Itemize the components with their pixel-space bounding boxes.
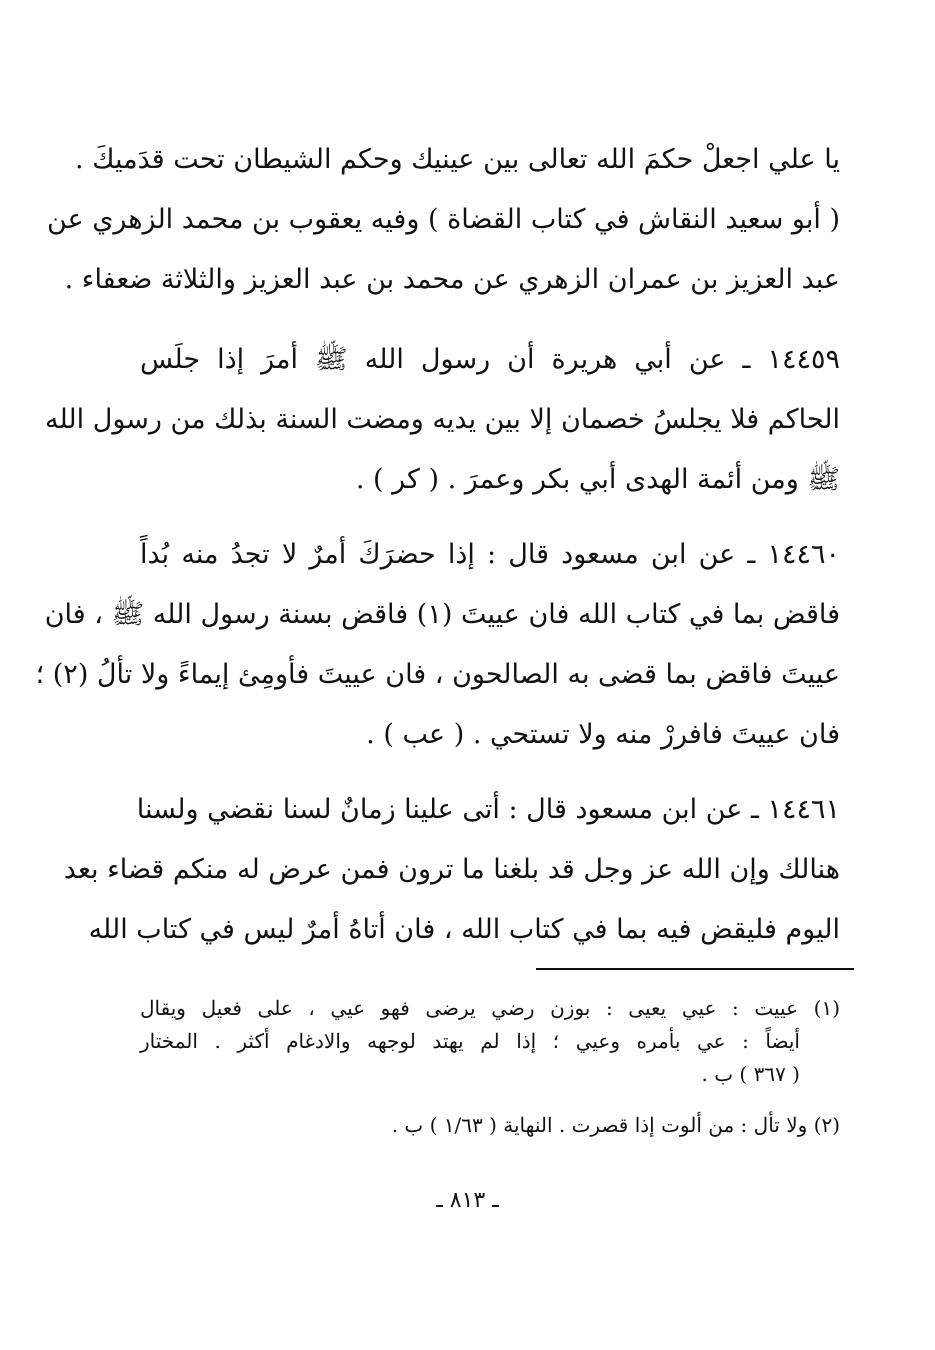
footnote-1-line: أيضاً : عي بأمره وعيي ؛ إذا لم يهتد لوجهه والادغام أكثر . المختار [140, 1029, 800, 1053]
text-line: ١٤٤٦٠ ـ عن ابن مسعود قال : إذا حضرَكَ أمرٌ لا تجدُ منه بُداً [140, 539, 840, 570]
text-line: يا علي اجعلْ حكمَ الله تعالى بين عينيك وحكم الشيطان تحت قدَميكَ . [75, 144, 840, 175]
text-line: عييتَ فاقض بما قضى به الصالحون ، فان عييتَ فأومِئ إيماءً ولا تألُ (٢) ؛ [35, 659, 840, 690]
footnote-divider [536, 968, 854, 970]
text-line: فاقض بما في كتاب الله فان عييتَ (١) فاقض بسنة رسول الله ﷺ ، فان [44, 599, 840, 630]
text-line: فان عييتَ فافررْ منه ولا تستحي . ( عب ) . [366, 719, 840, 750]
hadith-14459 [45, 330, 840, 510]
text-line: هنالك وإن الله عز وجل قد بلغنا ما ترون فمن عرض له منكم قضاء بعد [63, 854, 840, 885]
text-line: عبد العزيز بن عمران الزهري عن محمد بن عبد العزيز والثلاثة ضعفاء . [64, 264, 840, 295]
footnote-1-line: ( ٣٦٧ ) ب . [701, 1062, 800, 1086]
footnote-1-line: (١) عييت : عيي يعيى : بوزن رضي يرضى فهو عيي ، على فعيل ويقال [140, 996, 840, 1020]
text-line: ( أبو سعيد النقاش في كتاب القضاة ) وفيه يعقوب بن محمد الزهري عن [47, 204, 840, 235]
text-line: الحاكم فلا يجلسُ خصمان إلا بين يديه ومضت السنة بذلك من رسول الله [45, 404, 840, 435]
footnote-2-line: (٢) ولا تأل : من ألوت إذا قصرت . النهاية ( ١/٦٣ ) ب . [391, 1113, 840, 1137]
text-line: ١٤٤٥٩ ـ عن أبي هريرة أن رسول الله ﷺ أمرَ إذا جلَس [140, 344, 840, 375]
hadith-14460 [35, 525, 840, 765]
paragraph-1 [47, 130, 840, 310]
text-line: اليوم فليقض فيه بما في كتاب الله ، فان أتاهُ أمرٌ ليس في كتاب الله [88, 914, 840, 945]
page-number: ـ ٨١٣ ـ [436, 1188, 499, 1213]
text-line: ١٤٤٦١ ـ عن ابن مسعود قال : أتى علينا زمانٌ لسنا نقضي ولسنا [136, 794, 840, 825]
hadith-14461 [63, 780, 840, 960]
text-line: ﷺ ومن أئمة الهدى أبي بكر وعمرَ . ( كر ) . [355, 464, 840, 495]
footnotes [140, 992, 840, 1142]
